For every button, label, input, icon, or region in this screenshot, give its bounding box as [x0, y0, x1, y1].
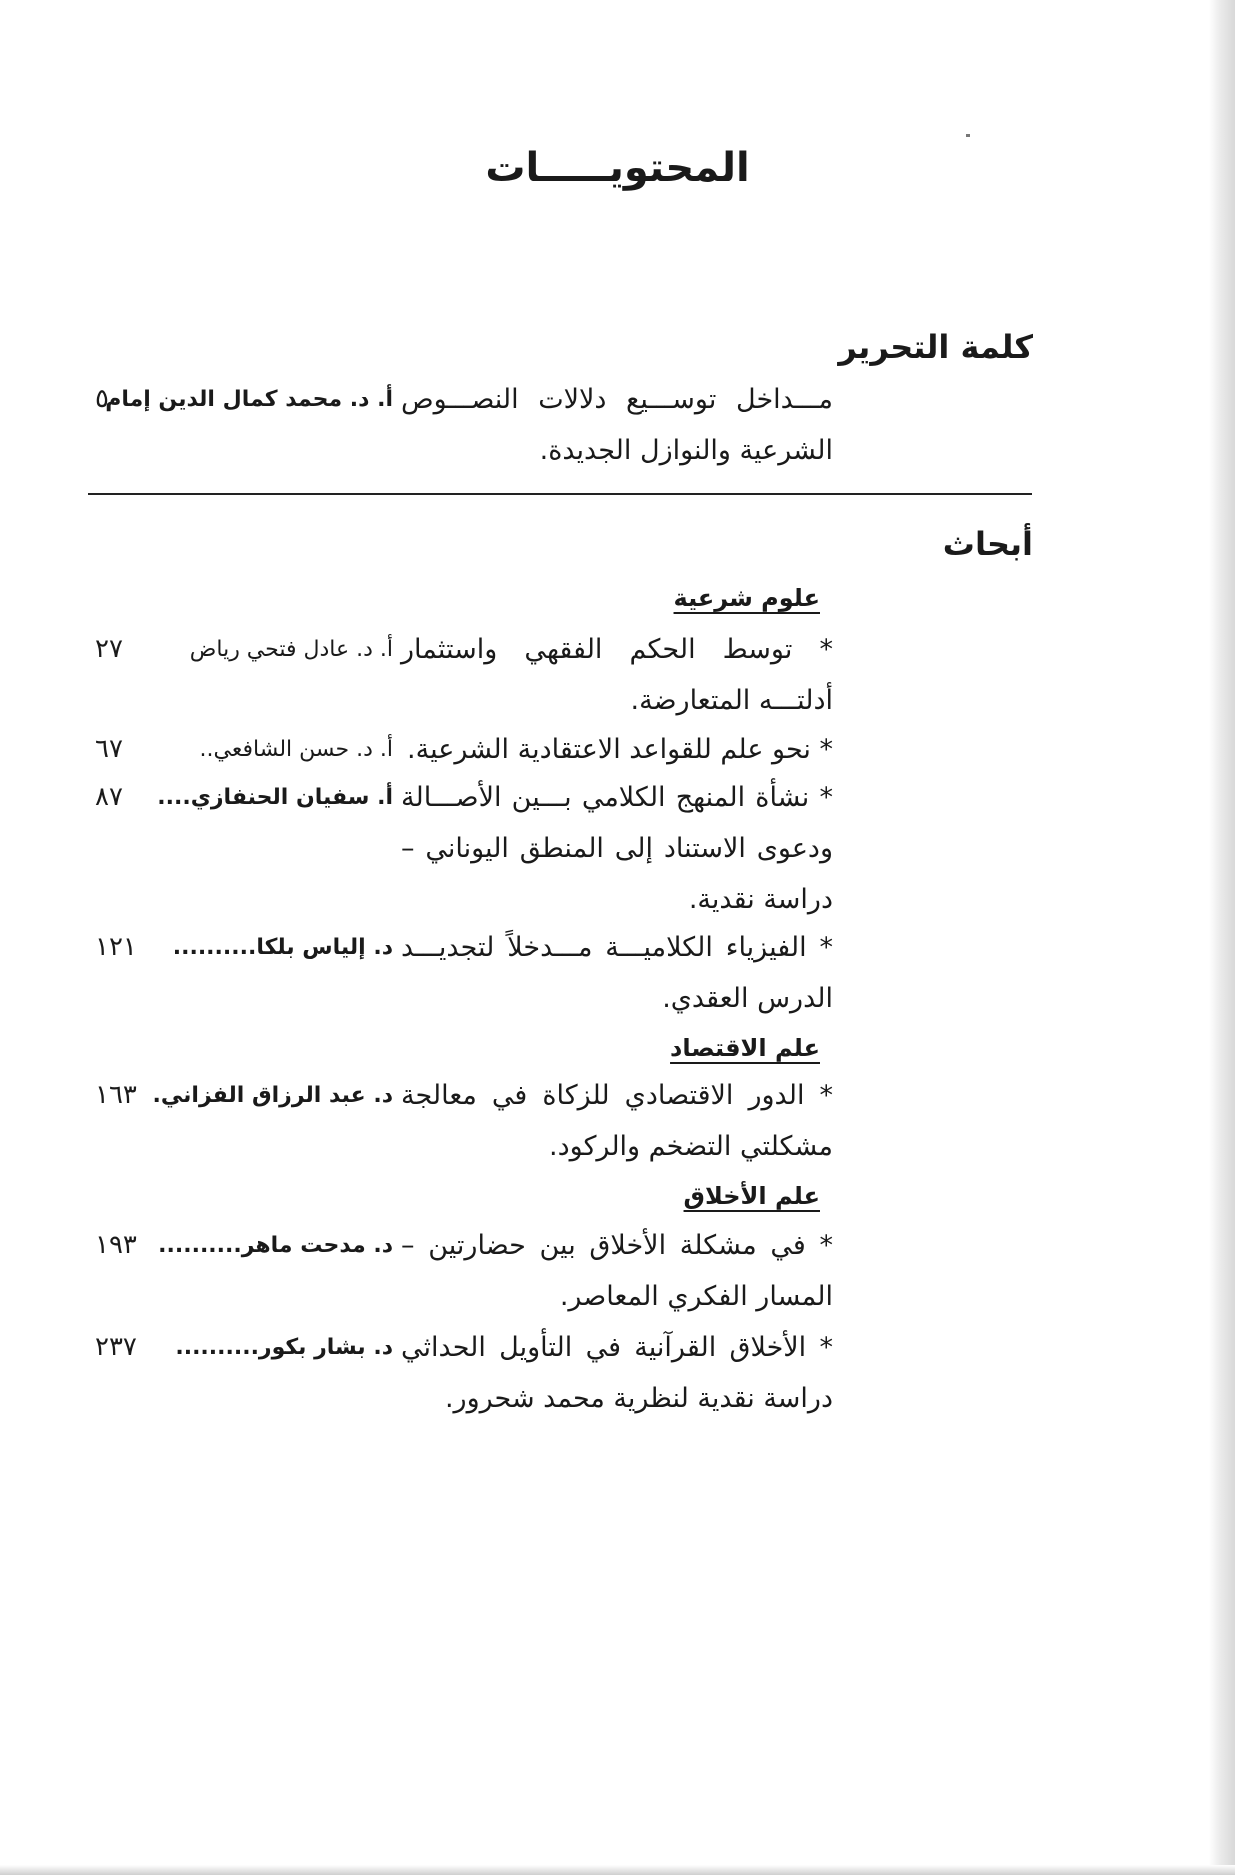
toc-entry-author: أ. د. عادل فتحي رياض [189, 637, 393, 662]
toc-entry-title: * الدور الاقتصادي للزكاة في معالجة مشكلتي التضخم والركود. [401, 1080, 833, 1162]
toc-entry-title: * نحو علم للقواعد الاعتقادية الشرعية. [407, 734, 833, 765]
toc-entry-page: ٢٣٧ [95, 1332, 137, 1362]
toc-entry-title: مـــداخل توســـيع دلالات النصـــوص الشرعية والنوازل الجديدة. [401, 384, 833, 466]
toc-entry-page: ٥ [95, 384, 109, 414]
toc-entry-author: د. بشار بكور.......... [175, 1335, 393, 1360]
toc-entry-author: أ. سفيان الحنفازي.... [157, 785, 393, 810]
toc-entry-page: ١٩٣ [95, 1230, 137, 1260]
toc-entry-author: د. عبد الرزاق الفزاني. [152, 1083, 393, 1108]
toc-entry-page: ٨٧ [95, 782, 123, 812]
toc-entry-title: * نشأة المنهج الكلامي بـــين الأصـــالة ودعوى الاستناد إلى المنطق اليوناني – دراسة نقدية. [401, 782, 833, 915]
toc-entry-author: أ. د. محمد كمال الدين إمام [105, 387, 393, 412]
section-heading-research: أبحاث [942, 525, 1033, 563]
toc-entry-page: ٦٧ [95, 734, 123, 764]
toc-entry-title: * توسط الحكم الفقهي واستثمار أدلتـــه المتعارضة. [401, 634, 833, 716]
toc-entry-page: ١٦٣ [95, 1080, 137, 1110]
toc-entry-title: * في مشكلة الأخلاق بين حضارتين – المسار الفكري المعاصر. [401, 1230, 833, 1312]
subheading-ethics: علم الأخلاق [683, 1182, 820, 1210]
subheading-sharia: علوم شرعية [673, 584, 820, 612]
toc-entry-title: * الأخلاق القرآنية في التأويل الحداثي دراسة نقدية لنظرية محمد شحرور. [401, 1332, 833, 1414]
toc-entry-author: د. إلياس بلكا.......... [172, 935, 393, 960]
toc-entry-author: د. مدحت ماهر.......... [158, 1233, 393, 1258]
toc-entry-page: ١٢١ [95, 932, 137, 962]
toc-entry-author: أ. د. حسن الشافعي.. [199, 737, 393, 762]
toc-entry-title: * الفيزياء الكلاميـــة مـــدخلاً لتجديـــد الدرس العقدي. [401, 932, 833, 1014]
page-title: المحتويـــــات [485, 145, 750, 191]
section-heading-editorial: كلمة التحرير [838, 328, 1033, 366]
toc-entry-page: ٢٧ [95, 634, 123, 664]
subheading-economics: علم الاقتصاد [670, 1034, 820, 1062]
